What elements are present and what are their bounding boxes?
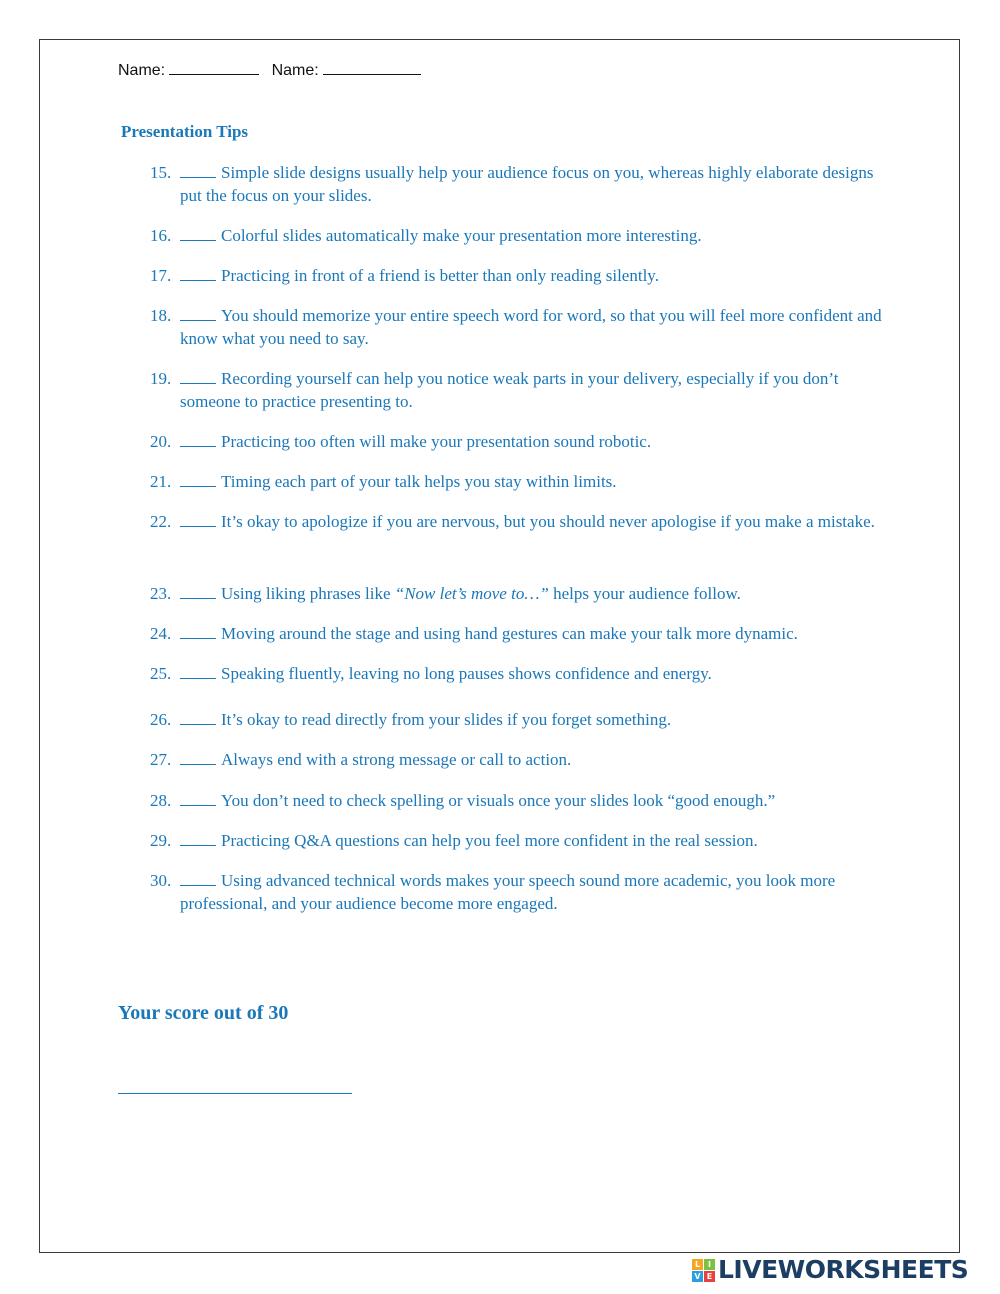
question-item <box>150 829 895 852</box>
question-number: 25. <box>150 664 172 683</box>
question-item <box>150 304 895 350</box>
name-label-2: Name: <box>271 62 319 79</box>
name-input-1[interactable] <box>169 60 259 75</box>
question-text: It’s okay to apologize if you are nervous, but you should never apologise if you make a mistake. <box>221 512 875 531</box>
question-number: 15. <box>150 163 172 182</box>
answer-blank[interactable] <box>180 265 216 281</box>
logo-cell-l: L <box>692 1259 703 1270</box>
question-text-end: helps your audience follow. <box>548 584 741 603</box>
question-number: 28. <box>150 791 172 810</box>
question-item <box>150 582 895 605</box>
question-number: 17. <box>150 266 172 285</box>
score-input[interactable] <box>118 1093 352 1094</box>
question-item <box>150 662 895 685</box>
question-item <box>150 748 895 771</box>
answer-blank[interactable] <box>180 870 216 886</box>
answer-blank[interactable] <box>180 663 216 679</box>
question-text-italic-phrase: “Now let’s move to…” <box>394 584 549 603</box>
question-text-start: Using liking phrases like <box>221 584 395 603</box>
question-number: 16. <box>150 226 172 245</box>
logo-cell-v: V <box>692 1271 703 1282</box>
question-text: Always end with a strong message or call to action. <box>221 750 572 769</box>
question-item <box>150 264 895 287</box>
answer-blank[interactable] <box>180 830 216 846</box>
question-item <box>150 510 895 533</box>
answer-blank[interactable] <box>180 368 216 384</box>
answer-blank[interactable] <box>180 709 216 725</box>
name-label-1: Name: <box>118 62 166 79</box>
question-number: 19. <box>150 369 172 388</box>
score-title: Your score out of 30 <box>118 1002 289 1024</box>
question-number: 27. <box>150 750 172 769</box>
question-text: Recording yourself can help you notice weak parts in your delivery, especially if you don’t someone to practice presenting to. <box>180 369 839 411</box>
question-text: Timing each part of your talk helps you stay within limits. <box>221 472 617 491</box>
question-text: Moving around the stage and using hand gestures can make your talk more dynamic. <box>221 624 798 643</box>
answer-blank[interactable] <box>180 583 216 599</box>
question-text: Practicing Q&A questions can help you feel more confident in the real session. <box>221 831 758 850</box>
name-input-2[interactable] <box>323 60 421 75</box>
question-item <box>150 224 895 247</box>
question-number: 20. <box>150 432 172 451</box>
section-title: Presentation Tips <box>121 122 249 141</box>
question-number: 23. <box>150 584 172 603</box>
question-item <box>150 789 895 812</box>
brand-text: LIVEWORKSHEETS <box>718 1255 969 1284</box>
question-text: Colorful slides automatically make your presentation more interesting. <box>221 226 702 245</box>
question-text: Practicing in front of a friend is better than only reading silently. <box>221 266 659 285</box>
question-number: 24. <box>150 624 172 643</box>
answer-blank[interactable] <box>180 749 216 765</box>
answer-blank[interactable] <box>180 623 216 639</box>
question-number: 30. <box>150 871 172 890</box>
question-number: 22. <box>150 512 172 531</box>
answer-blank[interactable] <box>180 471 216 487</box>
liveworksheets-logo <box>692 1256 968 1284</box>
logo-icon <box>692 1259 715 1282</box>
question-text: You don’t need to check spelling or visuals once your slides look “good enough.” <box>221 791 776 810</box>
question-item <box>150 430 895 453</box>
question-item <box>150 708 895 731</box>
question-text: Using advanced technical words makes your speech sound more academic, you look more professional, and your audience become more engaged. <box>180 871 836 913</box>
question-text: Speaking fluently, leaving no long pauses shows confidence and energy. <box>221 664 712 683</box>
question-number: 18. <box>150 306 172 325</box>
name-row <box>118 60 421 80</box>
worksheet-page <box>39 39 960 1253</box>
question-number: 26. <box>150 710 172 729</box>
answer-blank[interactable] <box>180 162 216 178</box>
logo-cell-i: I <box>704 1259 715 1270</box>
answer-blank[interactable] <box>180 790 216 806</box>
answer-blank[interactable] <box>180 225 216 241</box>
logo-cell-e: E <box>704 1271 715 1282</box>
question-text: Simple slide designs usually help your audience focus on you, whereas highly elaborate designs put the focus on your slides. <box>180 163 874 205</box>
question-text: You should memorize your entire speech word for word, so that you will feel more confident and know what you need to say. <box>180 306 882 348</box>
question-text: Practicing too often will make your presentation sound robotic. <box>221 432 652 451</box>
question-number: 29. <box>150 831 172 850</box>
question-item <box>150 869 895 915</box>
question-number: 21. <box>150 472 172 491</box>
question-item <box>150 367 895 413</box>
question-text: It’s okay to read directly from your slides if you forget something. <box>221 710 672 729</box>
question-item <box>150 161 895 207</box>
answer-blank[interactable] <box>180 305 216 321</box>
question-item <box>150 470 895 493</box>
answer-blank[interactable] <box>180 511 216 527</box>
answer-blank[interactable] <box>180 431 216 447</box>
question-item <box>150 622 895 645</box>
